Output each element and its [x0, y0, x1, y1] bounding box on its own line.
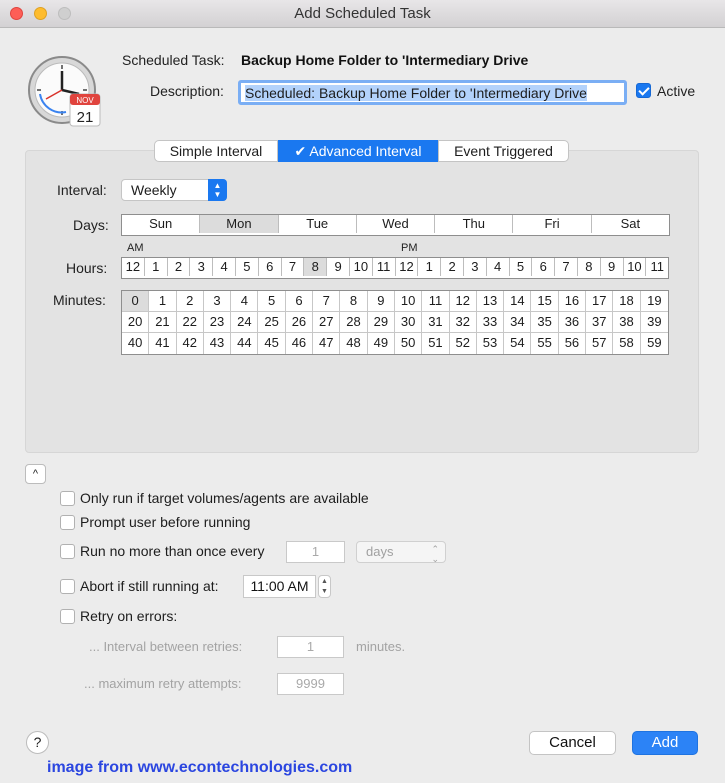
- minute-cell[interactable]: 32: [450, 312, 477, 333]
- interval-value: Weekly: [131, 182, 177, 198]
- minute-cell[interactable]: 22: [177, 312, 204, 333]
- hour-cell[interactable]: 11: [650, 259, 664, 274]
- hour-cell[interactable]: 8: [578, 258, 601, 276]
- minute-cell[interactable]: 45: [258, 333, 285, 354]
- minute-cell[interactable]: 52: [450, 333, 477, 354]
- active-label: Active: [657, 83, 696, 99]
- minute-cell[interactable]: 24: [231, 312, 258, 333]
- run-no-more-unit-select[interactable]: [356, 541, 446, 563]
- minute-cell[interactable]: 23: [204, 312, 231, 333]
- prompt-user-checkbox[interactable]: [60, 515, 75, 530]
- hour-cell[interactable]: 12: [396, 258, 419, 276]
- help-button[interactable]: ?: [26, 731, 49, 754]
- hour-cell[interactable]: 4: [213, 258, 236, 276]
- cancel-button[interactable]: Cancel: [529, 731, 616, 755]
- hour-cell[interactable]: 6: [259, 258, 282, 276]
- day-cell-thu[interactable]: Thu: [435, 215, 513, 233]
- hour-cell[interactable]: 4: [487, 258, 510, 276]
- minute-cell[interactable]: 19: [641, 291, 668, 312]
- am-label: AM: [127, 242, 144, 254]
- hour-cell[interactable]: 9: [327, 258, 350, 276]
- minutes-label: Minutes:: [53, 292, 106, 308]
- minute-cell[interactable]: 16: [559, 291, 586, 312]
- minute-cell[interactable]: 53: [477, 333, 504, 354]
- description-field[interactable]: [238, 80, 627, 105]
- minute-cell[interactable]: 1: [149, 291, 176, 312]
- interval-select[interactable]: [121, 179, 227, 201]
- minute-cell[interactable]: 34: [504, 312, 531, 333]
- minute-cell[interactable]: 3: [204, 291, 231, 312]
- hour-cell[interactable]: 1: [418, 258, 441, 276]
- hour-cell[interactable]: 8: [304, 258, 327, 276]
- minute-cell[interactable]: 5: [258, 291, 285, 312]
- minute-cell[interactable]: 50: [395, 333, 422, 354]
- day-cell-sun[interactable]: Sun: [122, 215, 200, 233]
- abort-time-stepper[interactable]: ▲ ▼: [318, 575, 331, 598]
- abort-time-field[interactable]: 11:00 AM: [243, 575, 316, 598]
- task-name: Backup Home Folder to 'Intermediary Drive: [241, 52, 529, 68]
- hour-cell[interactable]: 7: [282, 258, 305, 276]
- only-run-checkbox[interactable]: [60, 491, 75, 506]
- hour-cell[interactable]: 2: [441, 258, 464, 276]
- minute-cell[interactable]: 31: [422, 312, 449, 333]
- active-checkbox[interactable]: [636, 83, 651, 98]
- hour-cell[interactable]: 7: [555, 258, 578, 276]
- collapse-options-button[interactable]: [25, 464, 46, 484]
- select-arrows-icon: ▲ ▼: [208, 179, 227, 201]
- minute-cell[interactable]: 56: [559, 333, 586, 354]
- minute-cell[interactable]: 20: [122, 312, 149, 333]
- window-title: Add Scheduled Task: [294, 5, 431, 22]
- add-button[interactable]: Add: [632, 731, 698, 755]
- minute-cell[interactable]: 4: [231, 291, 258, 312]
- minute-cell[interactable]: 15: [531, 291, 558, 312]
- scheduled-task-label: Scheduled Task:: [122, 52, 225, 68]
- minutes-grid: [121, 290, 669, 355]
- minute-cell[interactable]: 38: [613, 312, 640, 333]
- minute-cell[interactable]: 47: [313, 333, 340, 354]
- hours-grid: [121, 257, 669, 279]
- retry-max-field[interactable]: 9999: [277, 673, 344, 695]
- minute-cell[interactable]: 11: [422, 291, 449, 312]
- retry-interval-label: ... Interval between retries:: [89, 639, 243, 654]
- minute-cell[interactable]: 14: [504, 291, 531, 312]
- minute-cell[interactable]: 48: [340, 333, 367, 354]
- hours-label: Hours:: [66, 260, 108, 276]
- day-cell-fri[interactable]: Fri: [513, 215, 591, 233]
- day-cell-mon[interactable]: Mon: [200, 215, 278, 233]
- retry-max-label: ... maximum retry attempts:: [84, 676, 242, 691]
- run-no-more-unit: days: [366, 544, 394, 559]
- minute-cell[interactable]: 51: [422, 333, 449, 354]
- minute-cell[interactable]: 33: [477, 312, 504, 333]
- day-cell-wed[interactable]: Wed: [357, 215, 435, 233]
- minute-cell[interactable]: 36: [559, 312, 586, 333]
- run-no-more-value-field[interactable]: 1: [286, 541, 345, 563]
- minute-cell[interactable]: 54: [504, 333, 531, 354]
- hour-cell[interactable]: 6: [532, 258, 555, 276]
- watermark-text: image from www.econtechnologies.com: [47, 759, 353, 776]
- minute-cell[interactable]: 59: [647, 335, 662, 350]
- hour-cell[interactable]: 3: [190, 258, 213, 276]
- retry-checkbox[interactable]: [60, 609, 75, 624]
- minute-cell[interactable]: 30: [395, 312, 422, 333]
- description-value: Scheduled: Backup Home Folder to 'Intermediary Drive: [245, 85, 587, 101]
- prompt-user-label: Prompt user before running: [80, 514, 251, 530]
- day-cell-tue[interactable]: Tue: [279, 215, 357, 233]
- hour-cell[interactable]: 10: [350, 258, 373, 276]
- minute-cell[interactable]: 39: [641, 312, 668, 333]
- run-no-more-label: Run no more than once every: [80, 543, 265, 559]
- minute-cell[interactable]: 0: [122, 291, 149, 312]
- hour-cell[interactable]: 3: [464, 258, 487, 276]
- minute-cell[interactable]: 42: [177, 333, 204, 354]
- select-arrows-icon: ⌃ ⌄: [431, 544, 439, 564]
- minute-cell[interactable]: 35: [531, 312, 558, 333]
- minute-cell[interactable]: 27: [313, 312, 340, 333]
- minute-cell[interactable]: 6: [286, 291, 313, 312]
- description-label: Description:: [150, 83, 224, 99]
- minute-cell[interactable]: 44: [231, 333, 258, 354]
- retry-interval-field[interactable]: 1: [277, 636, 344, 658]
- hour-cell[interactable]: 1: [145, 258, 168, 276]
- chevron-up-icon: ^: [32, 468, 39, 480]
- minute-cell[interactable]: 2: [177, 291, 204, 312]
- calendar-month: NOV: [76, 96, 94, 105]
- hour-cell[interactable]: 12: [122, 258, 145, 276]
- minute-cell[interactable]: 7: [313, 291, 340, 312]
- hour-cell[interactable]: 9: [601, 258, 624, 276]
- minute-cell[interactable]: 17: [586, 291, 613, 312]
- interval-label: Interval:: [57, 182, 107, 198]
- hour-cell[interactable]: 5: [236, 258, 259, 276]
- tab-event-triggered[interactable]: Event Triggered: [438, 140, 569, 162]
- hour-cell[interactable]: 10: [624, 258, 647, 276]
- tab-advanced-interval[interactable]: ✔ Advanced Interval: [278, 140, 438, 162]
- minute-cell[interactable]: 37: [586, 312, 613, 333]
- minute-cell[interactable]: 9: [368, 291, 395, 312]
- hour-cell[interactable]: 5: [510, 258, 533, 276]
- hour-cell[interactable]: 11: [373, 258, 396, 276]
- title-bar: [0, 0, 725, 28]
- days-label: Days:: [73, 217, 109, 233]
- minute-cell[interactable]: 26: [286, 312, 313, 333]
- minute-cell[interactable]: 49: [368, 333, 395, 354]
- minute-cell[interactable]: 55: [531, 333, 558, 354]
- minute-cell[interactable]: 57: [586, 333, 613, 354]
- hour-cell[interactable]: 2: [168, 258, 191, 276]
- minute-cell[interactable]: 13: [477, 291, 504, 312]
- minute-cell[interactable]: 41: [149, 333, 176, 354]
- minute-cell[interactable]: 10: [395, 291, 422, 312]
- minute-cell[interactable]: 46: [286, 333, 313, 354]
- minute-cell[interactable]: 18: [613, 291, 640, 312]
- only-run-label: Only run if target volumes/agents are available: [80, 490, 369, 506]
- pm-label: PM: [401, 242, 418, 254]
- minute-cell[interactable]: 29: [368, 312, 395, 333]
- calendar-day: 21: [76, 109, 94, 126]
- days-grid: [121, 214, 670, 236]
- retry-label: Retry on errors:: [80, 608, 178, 624]
- day-cell-sat[interactable]: Sat: [620, 216, 641, 231]
- minute-cell[interactable]: 25: [258, 312, 285, 333]
- tab-simple-interval[interactable]: Simple Interval: [154, 140, 278, 162]
- minute-cell[interactable]: 12: [450, 291, 477, 312]
- minute-cell[interactable]: 28: [340, 312, 367, 333]
- abort-checkbox[interactable]: [60, 579, 75, 594]
- run-no-more-checkbox[interactable]: [60, 544, 75, 559]
- minute-cell[interactable]: 21: [149, 312, 176, 333]
- abort-label: Abort if still running at:: [80, 578, 219, 594]
- minute-cell[interactable]: 58: [613, 333, 640, 354]
- minute-cell[interactable]: 43: [204, 333, 231, 354]
- retry-interval-unit: minutes.: [356, 639, 406, 654]
- minute-cell[interactable]: 8: [340, 291, 367, 312]
- minute-cell[interactable]: 40: [122, 333, 149, 354]
- scheduled-task-clock-icon: [26, 54, 102, 130]
